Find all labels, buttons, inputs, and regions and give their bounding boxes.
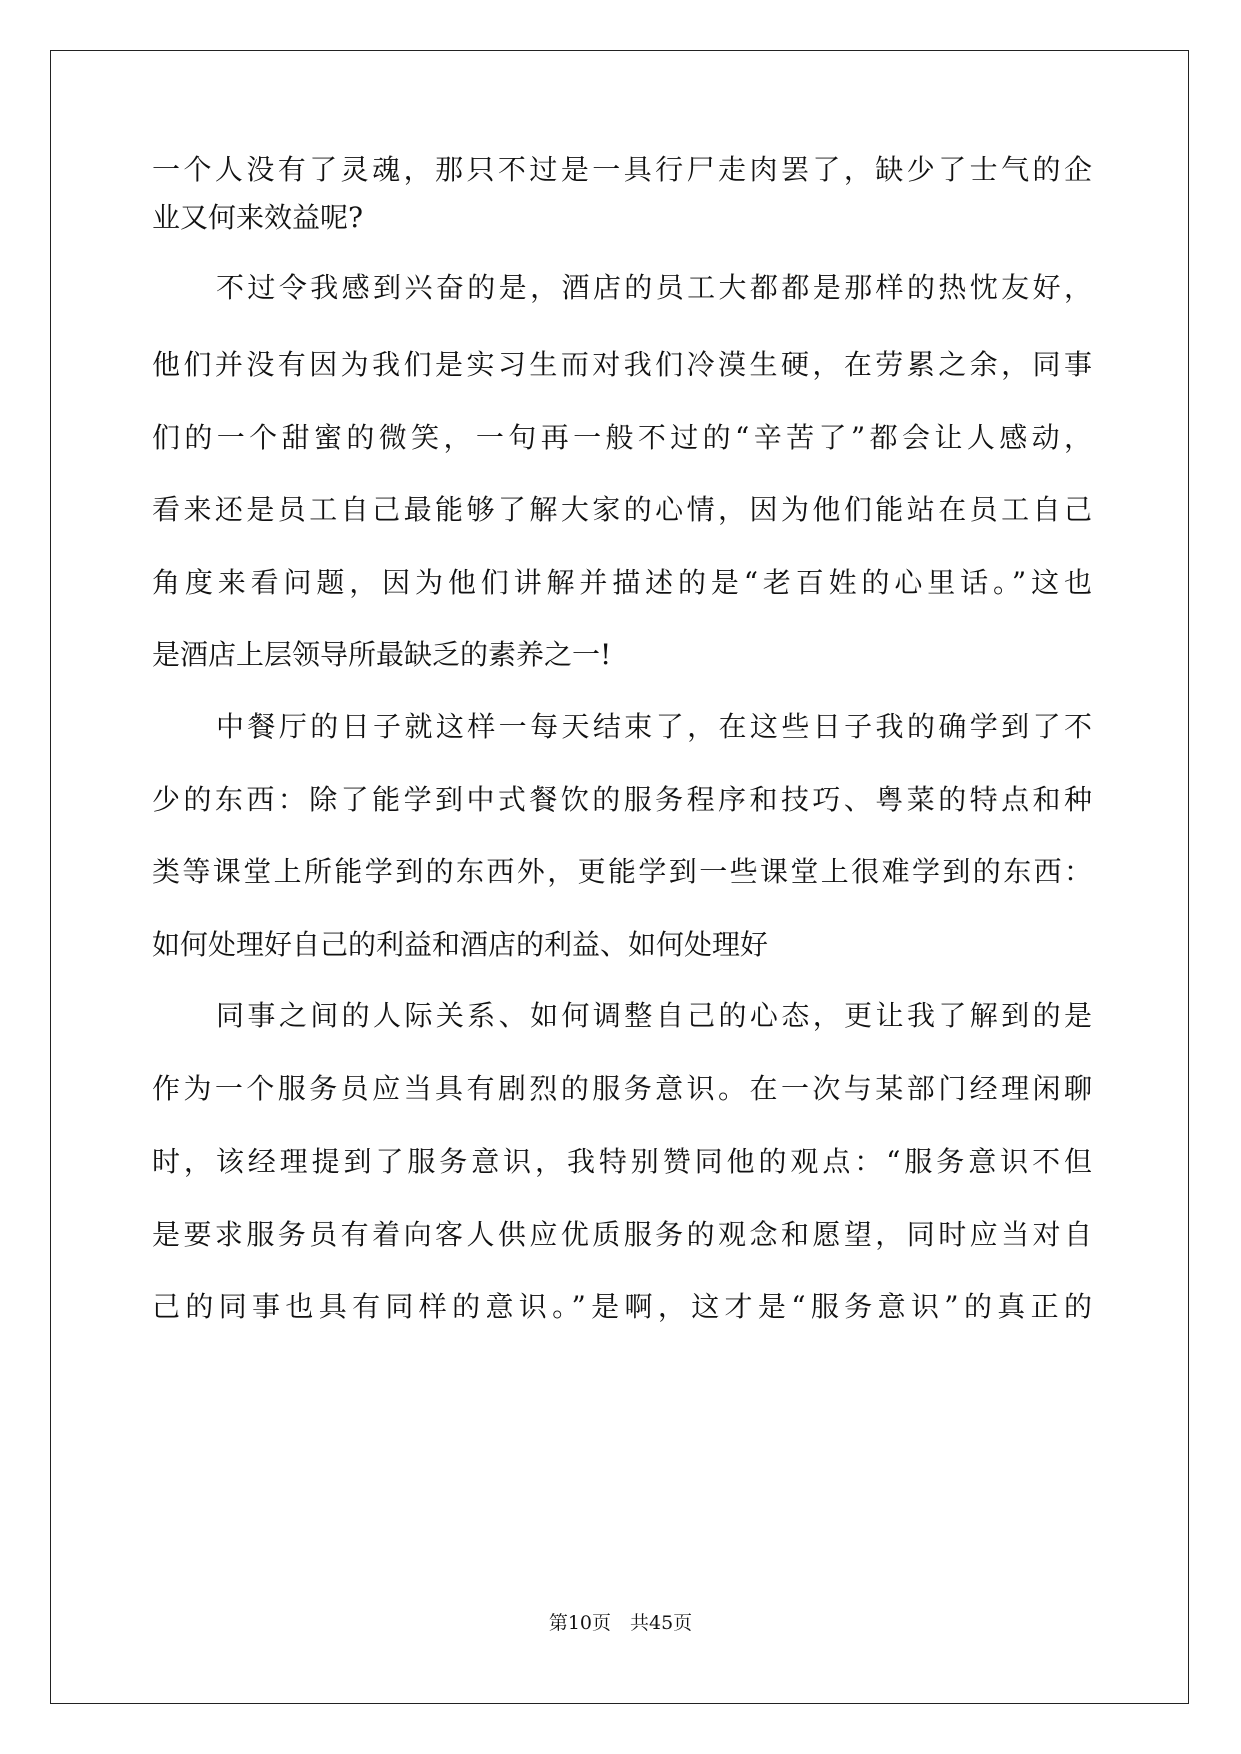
text-line: 一个人没有了灵魂，那只不过是一具行尸走肉罢了，缺少了士气的企 — [152, 153, 1092, 186]
text-line: 同事之间的人际关系、如何调整自己的心态，更让我了解到的是 — [216, 999, 1092, 1032]
text-line: 类等课堂上所能学到的东西外，更能学到一些课堂上很难学到的东西： — [152, 855, 1092, 888]
text-line: 中餐厅的日子就这样一每天结束了，在这些日子我的确学到了不 — [216, 710, 1092, 743]
text-line: 业又何来效益呢? — [152, 201, 364, 234]
text-line: 时，该经理提到了服务意识，我特别赞同他的观点：“服务意识不但 — [152, 1145, 1092, 1178]
text-line: 是酒店上层领导所最缺乏的素养之一! — [152, 638, 612, 671]
text-line: 角度来看问题，因为他们讲解并描述的是“老百姓的心里话。”这也 — [152, 566, 1092, 599]
text-line: 他们并没有因为我们是实习生而对我们冷漠生硬，在劳累之余，同事 — [152, 348, 1092, 381]
text-line: 己的同事也具有同样的意识。”是啊，这才是“服务意识”的真正的 — [152, 1290, 1092, 1323]
text-line: 如何处理好自己的利益和酒店的利益、如何处理好 — [152, 928, 769, 961]
text-line: 作为一个服务员应当具有剧烈的服务意识。在一次与某部门经理闲聊 — [152, 1072, 1092, 1105]
text-line: 少的东西：除了能学到中式餐饮的服务程序和技巧、粤菜的特点和种 — [152, 783, 1092, 816]
text-line: 是要求服务员有着向客人供应优质服务的观念和愿望，同时应当对自 — [152, 1218, 1092, 1251]
text-line: 们的一个甜蜜的微笑，一句再一般不过的“辛苦了”都会让人感动， — [152, 421, 1092, 454]
page-number: 第10页 共45页 — [548, 1612, 693, 1634]
text-line: 看来还是员工自己最能够了解大家的心情，因为他们能站在员工自己 — [152, 493, 1092, 526]
text-line: 不过令我感到兴奋的是，酒店的员工大都都是那样的热忱友好， — [216, 271, 1092, 304]
